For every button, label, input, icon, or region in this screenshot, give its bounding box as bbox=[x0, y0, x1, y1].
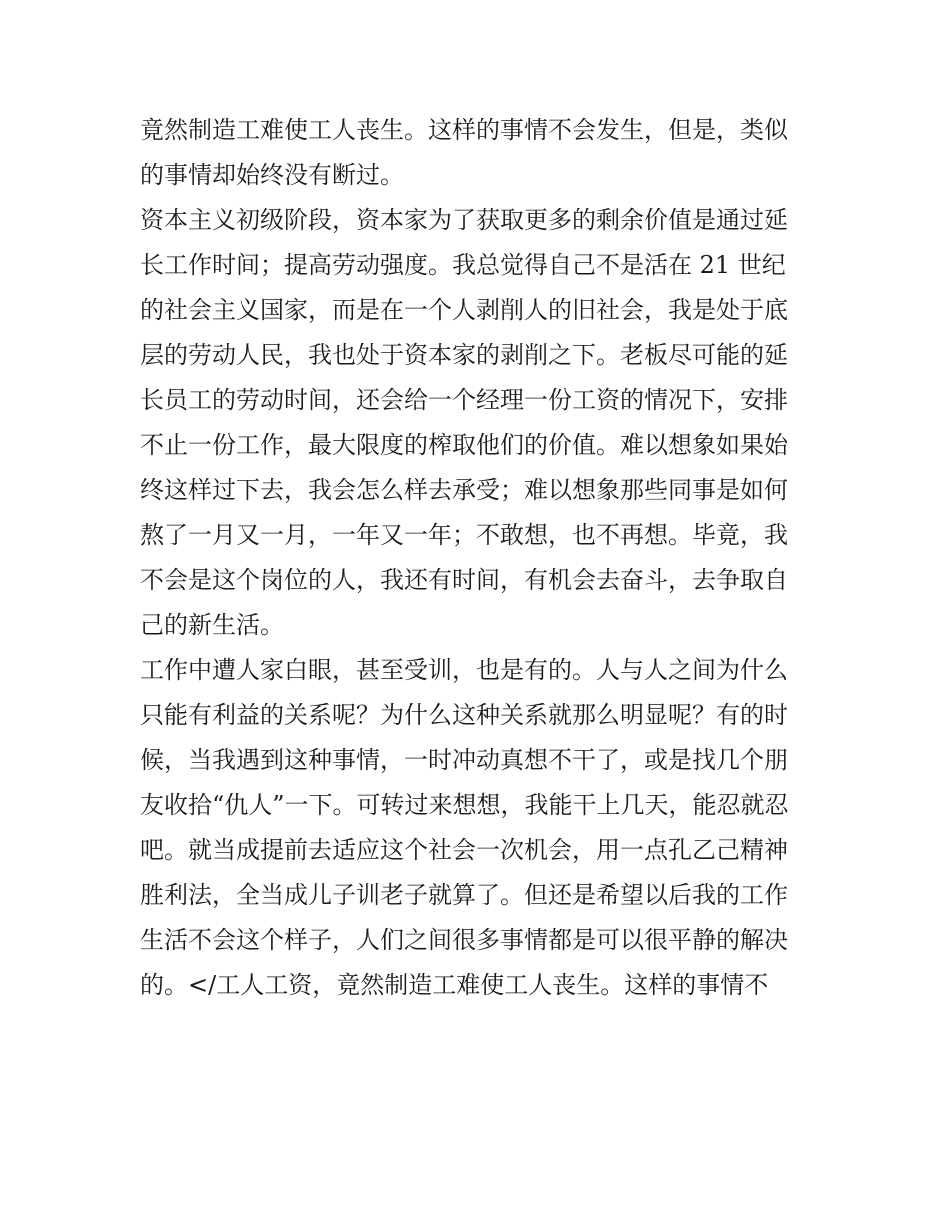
text-line: 友收拾“仇人”一下。可转过来想想，我能干上几天，能忍就忍 bbox=[140, 791, 789, 819]
text-line: 工作中遭人家白眼，甚至受训，也是有的。人与人之间为什么 bbox=[140, 656, 788, 684]
text-line: 长员工的劳动时间，还会给一个经理一份工资的情况下，安排 bbox=[140, 386, 788, 414]
text-line: 不止一份工作，最大限度的榨取他们的价值。难以想象如果始 bbox=[140, 431, 788, 459]
text-line: 长工作时间；提高劳动强度。我总觉得自己不是活在 21 世纪 bbox=[140, 251, 786, 279]
text-line: 的事情却始终没有断过。 bbox=[140, 161, 404, 189]
text-line: 不会是这个岗位的人，我还有时间，有机会去奋斗，去争取自 bbox=[140, 566, 788, 594]
text-line: 胜利法，全当成儿子训老子就算了。但还是希望以后我的工作 bbox=[140, 881, 788, 909]
text-line: 资本主义初级阶段，资本家为了获取更多的剩余价值是通过延 bbox=[140, 206, 788, 234]
body-text bbox=[140, 108, 812, 1008]
text-line: 终这样过下去，我会怎么样去承受；难以想象那些同事是如何 bbox=[140, 476, 788, 504]
text-line: 的。</工人工资，竟然制造工难使工人丧生。这样的事情不 bbox=[140, 971, 769, 999]
text-line: 己的新生活。 bbox=[140, 611, 284, 639]
text-line: 竟然制造工难使工人丧生。这样的事情不会发生，但是，类似 bbox=[140, 116, 788, 144]
text-line: 层的劳动人民，我也处于资本家的剥削之下。老板尽可能的延 bbox=[140, 341, 788, 369]
text-line: 生活不会这个样子，人们之间很多事情都是可以很平静的解决 bbox=[140, 926, 788, 954]
text-line: 只能有利益的关系呢？为什么这种关系就那么明显呢？有的时 bbox=[140, 701, 788, 729]
text-line: 熬了一月又一月，一年又一年；不敢想，也不再想。毕竟，我 bbox=[140, 521, 788, 549]
text-line: 候，当我遇到这种事情，一时冲动真想不干了，或是找几个朋 bbox=[140, 746, 788, 774]
text-line: 吧。就当成提前去适应这个社会一次机会，用一点孔乙己精神 bbox=[140, 836, 788, 864]
text-line: 的社会主义国家，而是在一个人剥削人的旧社会，我是处于底 bbox=[140, 296, 788, 324]
